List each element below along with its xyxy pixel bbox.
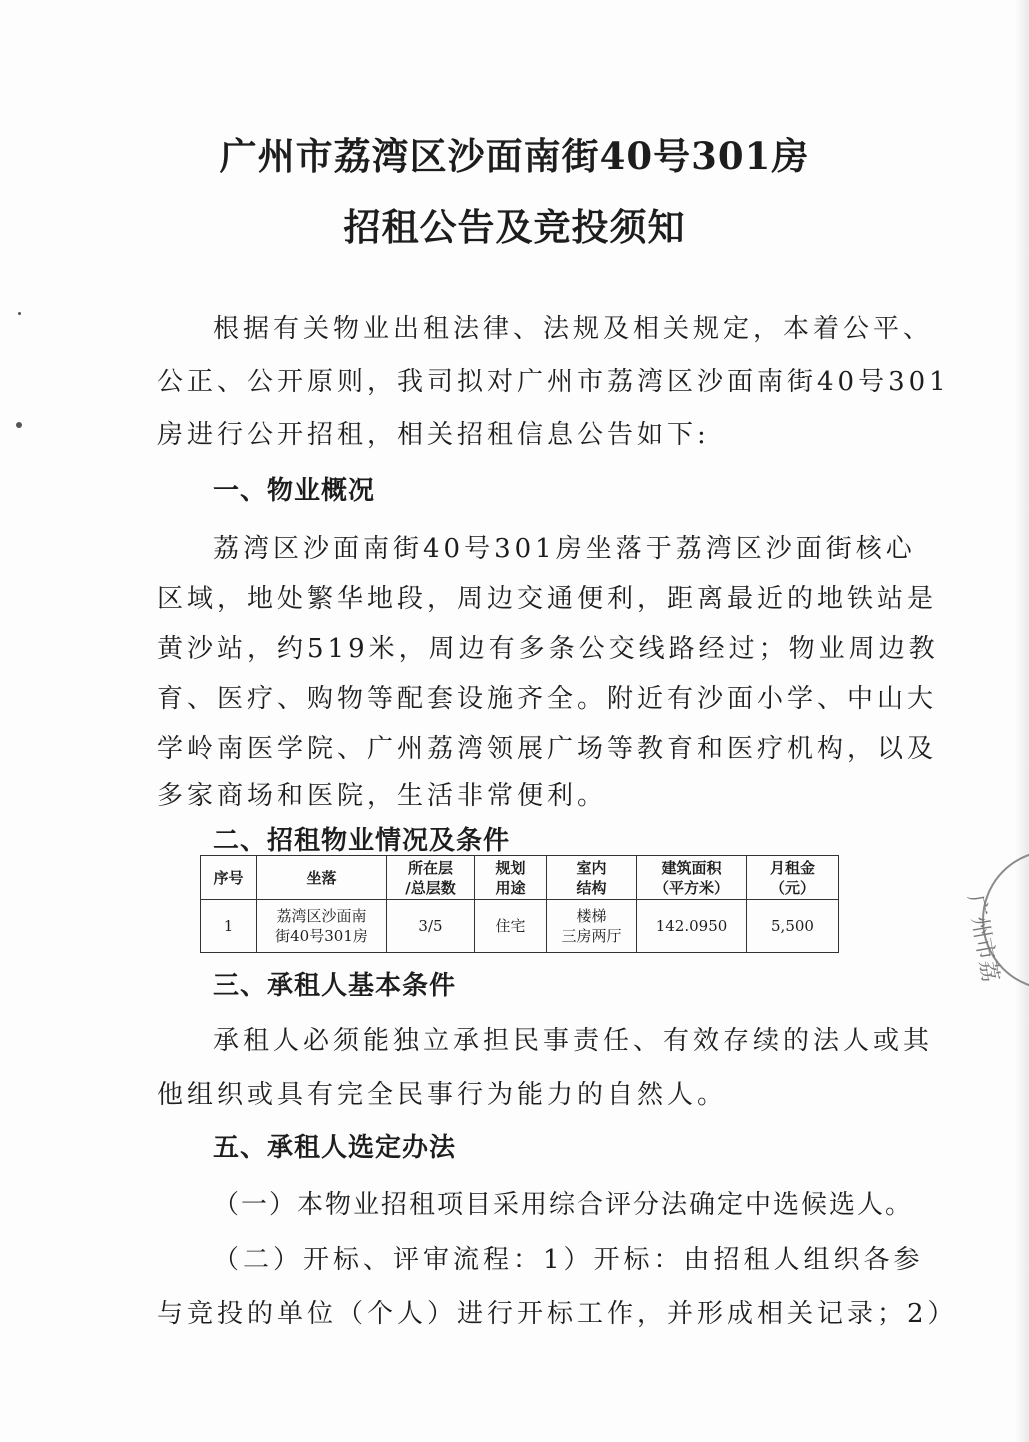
section2-heading: 二、招租物业情况及条件 <box>213 826 511 856</box>
section3-line: 他组织或具有完全民事行为能力的自然人。 <box>157 1080 728 1110</box>
property-table <box>200 855 839 953</box>
cell-index: 1 <box>201 900 257 953</box>
section5-heading: 五、承租人选定办法 <box>213 1133 457 1163</box>
intro-line: 根据有关物业出租法律、法规及相关规定，本着公平、 <box>213 314 934 344</box>
scan-speck <box>18 312 21 315</box>
section5-line: 与竞投的单位（个人）进行开标工作，并形成相关记录；2） <box>157 1299 958 1329</box>
cell-location: 荔湾区沙面南 街40号301房 <box>257 900 387 953</box>
table-row <box>201 900 839 953</box>
cell-rent: 5,500 <box>747 900 839 953</box>
section1-line: 荔湾区沙面南街40号301房坐落于荔湾区沙面街核心 <box>213 534 916 564</box>
header-rent: 月租金 （元） <box>747 856 839 900</box>
cell-area: 142.0950 <box>637 900 747 953</box>
section3-heading: 三、承租人基本条件 <box>213 971 457 1001</box>
header-usage: 规划 用途 <box>475 856 547 900</box>
header-index: 序号 <box>201 856 257 900</box>
document-title-line2: 招租公告及竞投须知 <box>343 205 686 249</box>
section3-line: 承租人必须能独立承担民事责任、有效存续的法人或其 <box>213 1026 934 1056</box>
header-location: 坐落 <box>257 856 387 900</box>
section1-line: 黄沙站，约519米，周边有多条公交线路经过；物业周边教 <box>157 634 939 664</box>
section1-line: 区域，地处繁华地段，周边交通便利，距离最近的地铁站是 <box>157 584 938 614</box>
company-seal <box>962 850 1029 990</box>
seal-text: 广州市荔 <box>962 892 1003 984</box>
section1-line: 学岭南医学院、广州荔湾领展广场等教育和医疗机构，以及 <box>157 734 938 764</box>
table-header-row <box>201 856 839 900</box>
cell-floor: 3/5 <box>387 900 475 953</box>
intro-line: 公正、公开原则，我司拟对广州市荔湾区沙面南街40号301 <box>157 367 950 397</box>
section1-heading: 一、物业概况 <box>213 476 376 506</box>
header-area: 建筑面积 （平方米） <box>637 856 747 900</box>
document-title-line1: 广州市荔湾区沙面南街40号301房 <box>219 134 810 178</box>
header-floor: 所在层 /总层数 <box>387 856 475 900</box>
header-layout: 室内 结构 <box>547 856 637 900</box>
section5-line: （一）本物业招租项目采用综合评分法确定中选候选人。 <box>213 1190 914 1220</box>
section5-line: （二）开标、评审流程：1）开标：由招租人组织各参 <box>213 1245 924 1275</box>
section1-line: 多家商场和医院，生活非常便利。 <box>157 781 608 811</box>
section1-line: 育、医疗、购物等配套设施齐全。附近有沙面小学、中山大 <box>157 684 938 714</box>
cell-layout: 楼梯 三房两厅 <box>547 900 637 953</box>
scan-speck <box>16 422 22 428</box>
intro-line: 房进行公开招租，相关招租信息公告如下: <box>157 420 710 450</box>
cell-usage: 住宅 <box>475 900 547 953</box>
